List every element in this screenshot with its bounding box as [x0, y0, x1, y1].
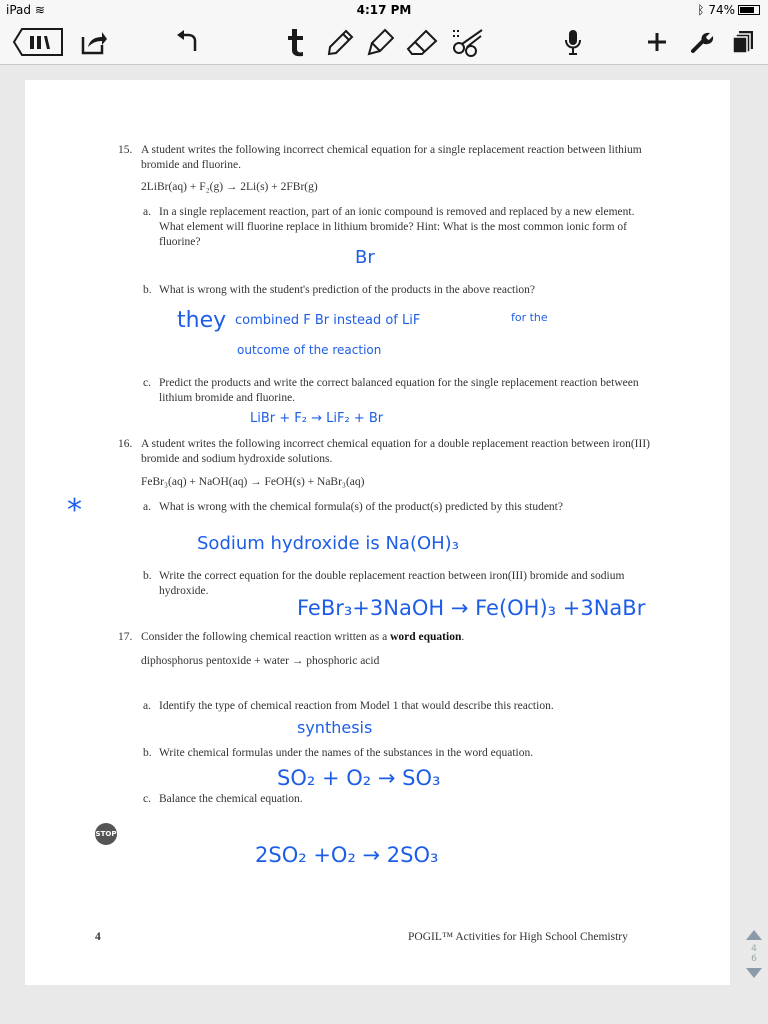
clock: 4:17 PM: [356, 3, 412, 17]
library-icon[interactable]: [10, 26, 64, 58]
question-15a-text: In a single replacement reaction, part of an ionic compound is removed and replaced by a new element. What element will fluorine replace in lithium bromide? Hint: What is the most common ionic form of fluorine?: [159, 206, 635, 248]
question-17-text: Consider the following chemical reaction written as a word equation.: [141, 631, 465, 643]
question-16-text: A student writes the following incorrect chemical equation for a double replacement reaction between iron(III) bromide and sodium hydroxide solutions.: [141, 438, 650, 465]
question-15-text: A student writes the following incorrect chemical equation for a single replacement reaction between lithium bromide and fluorine.: [141, 144, 642, 171]
question-17c-text: Balance the chemical equation.: [159, 793, 303, 805]
question-17a-label: a.: [143, 700, 151, 712]
answer-16a[interactable]: Sodium hydroxide is Na(OH)₃: [197, 533, 459, 554]
text-tool-icon[interactable]: [281, 26, 309, 58]
answer-15b-line1-end[interactable]: for the: [511, 311, 548, 324]
question-16-equation: FeBr₃(aq) + NaOH(aq) → FeOH(s) + NaBr₃(aq): [141, 476, 365, 488]
page-up-icon[interactable]: [746, 930, 762, 940]
question-17a-text: Identify the type of chemical reaction from Model 1 that would describe this reaction.: [159, 700, 554, 712]
answer-15a[interactable]: Br: [355, 247, 375, 268]
question-16a-label: a.: [143, 501, 151, 513]
pen-icon[interactable]: [324, 26, 356, 58]
question-15c-label: c.: [143, 377, 151, 389]
undo-icon[interactable]: [172, 26, 204, 58]
question-16b-text: Write the correct equation for the double replacement reaction between iron(III) bromide and sodium hydroxide.: [159, 570, 625, 597]
question-15c-text: Predict the products and write the correct balanced equation for the single replacement reaction between lithium bromide and fluorine.: [159, 377, 639, 404]
question-17b-text: Write chemical formulas under the names of the substances in the word equation.: [159, 747, 534, 759]
answer-15b-line2[interactable]: outcome of the reaction: [237, 343, 382, 357]
question-16b-label: b.: [143, 570, 152, 582]
question-15-number: 15.: [118, 144, 133, 156]
scroll-page-top: 4: [751, 944, 757, 954]
question-15b-label: b.: [143, 284, 152, 296]
question-17-number: 17.: [118, 631, 133, 643]
question-15b-text: What is wrong with the student's prediction of the products in the above reaction?: [159, 284, 536, 296]
settings-icon[interactable]: [688, 26, 716, 58]
device-label: iPad ≋: [6, 3, 45, 17]
page-footer: POGIL™ Activities for High School Chemistry: [408, 931, 628, 943]
answer-16b[interactable]: FeBr₃+3NaOH → Fe(OH)₃ +3NaBr: [297, 596, 646, 620]
eraser-icon[interactable]: [404, 26, 440, 58]
question-15a-label: a.: [143, 206, 151, 218]
pages-icon[interactable]: [729, 26, 757, 58]
answer-17b[interactable]: SO₂ + O₂ → SO₃: [277, 766, 441, 790]
scroll-page-bottom: 6: [751, 954, 757, 964]
page-down-icon[interactable]: [746, 968, 762, 978]
asterisk-mark[interactable]: *: [67, 493, 82, 528]
bluetooth-icon: ᛒ: [697, 3, 705, 17]
battery-icon: [738, 5, 760, 15]
page-scroller[interactable]: [744, 930, 764, 978]
microphone-icon[interactable]: [560, 26, 586, 58]
answer-15c[interactable]: LiBr + F₂ → LiF₂ + Br: [250, 411, 384, 426]
question-15-equation: 2LiBr(aq) + F₂(g) → 2Li(s) + 2FBr(g): [141, 181, 318, 193]
answer-15b-start[interactable]: they: [177, 308, 227, 333]
question-16-number: 16.: [118, 438, 133, 450]
add-icon[interactable]: [643, 26, 671, 58]
answer-15b-line1[interactable]: combined F Br instead of LiF: [235, 313, 421, 328]
page-number: 4: [95, 931, 101, 943]
battery-status: ᛒ 74%: [697, 3, 760, 17]
question-17-equation: diphosphorus pentoxide + water → phosphoric acid: [141, 655, 380, 667]
answer-17a[interactable]: synthesis: [297, 718, 373, 737]
question-16a-text: What is wrong with the chemical formula(s) of the product(s) predicted by this student?: [159, 501, 563, 513]
status-bar: [0, 0, 768, 20]
highlighter-icon[interactable]: [364, 26, 396, 58]
scissors-icon[interactable]: [450, 26, 486, 58]
document-page[interactable]: [25, 80, 730, 985]
wifi-icon: ≋: [34, 3, 45, 17]
question-17c-label: c.: [143, 793, 151, 805]
stop-sign-icon: STOP: [95, 823, 117, 845]
answer-17c[interactable]: 2SO₂ +O₂ → 2SO₃: [255, 843, 439, 867]
question-17b-label: b.: [143, 747, 152, 759]
share-icon[interactable]: [78, 26, 110, 58]
toolbar: [0, 20, 768, 65]
